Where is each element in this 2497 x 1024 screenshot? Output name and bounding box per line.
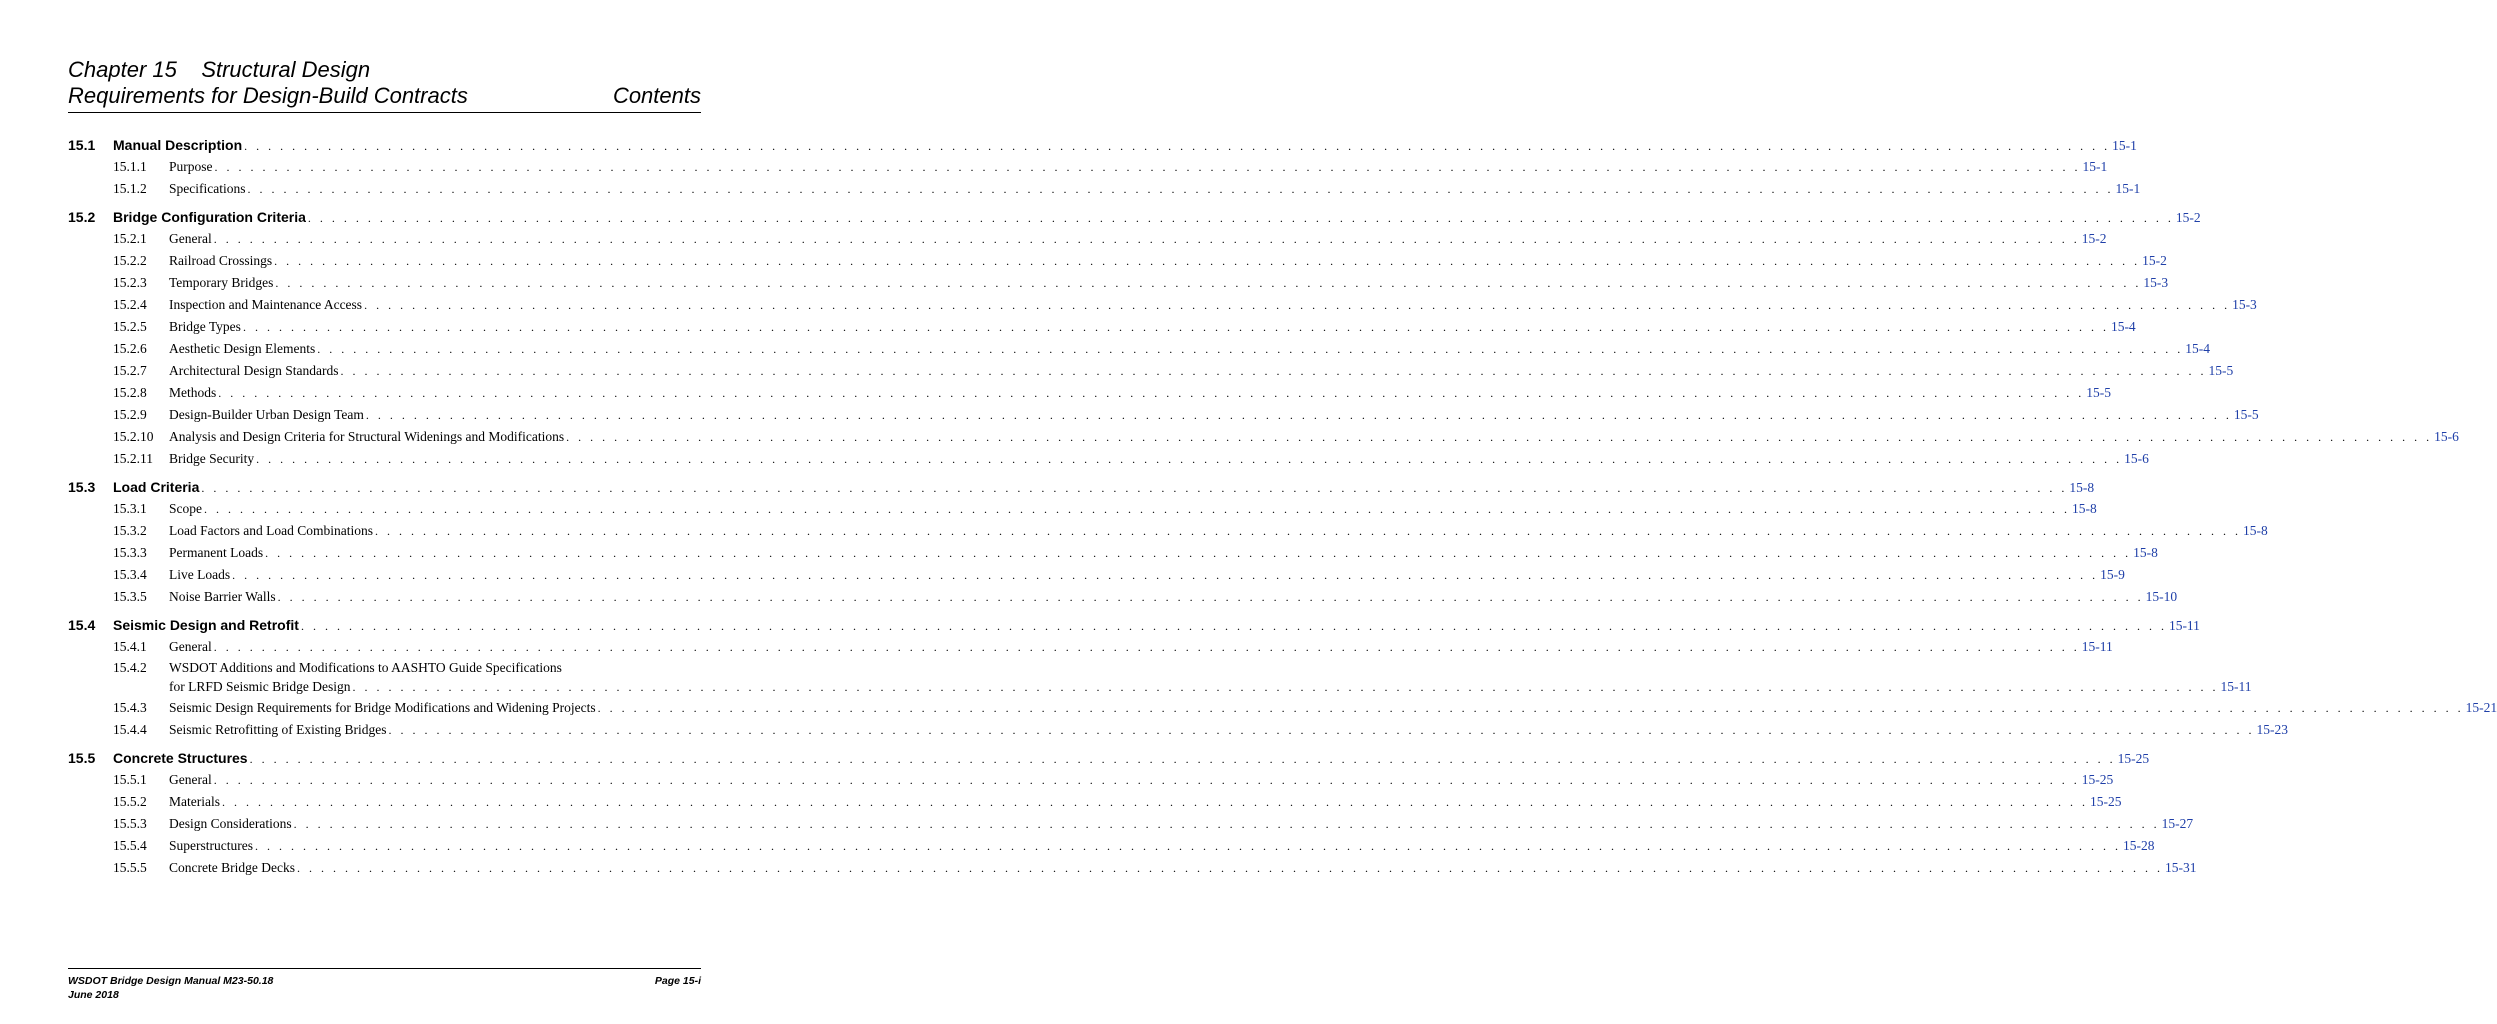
dot-leader [214, 228, 2080, 250]
toc-subsection-entry[interactable] [68, 857, 2197, 879]
toc-section-entry[interactable] [68, 206, 2201, 228]
subsection-title: General [169, 772, 212, 787]
subsection-number: 15.2.6 [113, 341, 147, 356]
dot-leader [232, 564, 2098, 586]
toc-section [68, 134, 2141, 200]
subsection-page-link[interactable]: 15-8 [2133, 545, 2158, 560]
subsection-page-link[interactable]: 15-31 [2164, 860, 2197, 875]
toc-subsection-entry[interactable] [68, 586, 2178, 608]
subsection-title: Railroad Crossings [169, 253, 273, 268]
subsection-title: Aesthetic Design Elements [169, 341, 316, 356]
section-page-link[interactable]: 15-11 [2168, 618, 2200, 633]
toc-subsection-entry[interactable] [68, 404, 2259, 426]
subsection-number: 15.3.5 [113, 589, 147, 604]
dot-leader [278, 586, 2144, 608]
subsection-number: 15.5.5 [113, 860, 147, 875]
subsection-title: General [169, 639, 212, 654]
subsection-number: 15.2.3 [113, 275, 147, 290]
subsection-number: 15.4.1 [113, 639, 147, 654]
subsection-title: Design-Builder Urban Design Team [169, 407, 364, 422]
dot-leader [256, 448, 2122, 470]
subsection-title: Temporary Bridges [169, 275, 274, 290]
section-page-link[interactable]: 15-25 [2117, 751, 2150, 766]
page-footer [68, 974, 701, 1002]
subsection-number: 15.5.3 [113, 816, 147, 831]
toc-subsection-entry[interactable] [68, 338, 2210, 360]
subsection-title: Bridge Security [169, 451, 255, 466]
subsection-title: Materials [169, 794, 220, 809]
subsection-page-link[interactable]: 15-6 [2124, 451, 2149, 466]
subsection-number: 15.4.4 [113, 722, 147, 737]
toc-section-entry[interactable] [68, 134, 2137, 156]
dot-leader [204, 498, 2070, 520]
section-page-link[interactable]: 15-2 [2175, 210, 2201, 225]
subsection-page-link[interactable]: 15-2 [2142, 253, 2167, 268]
toc-subsection-entry[interactable] [68, 542, 2158, 564]
dot-leader [294, 813, 2160, 835]
subsection-title: Noise Barrier Walls [169, 589, 276, 604]
subsection-title: Superstructures [169, 838, 253, 853]
subsection-title: Inspection and Maintenance Access [169, 297, 363, 312]
footer-date: June 2018 [68, 989, 119, 1001]
dot-leader [250, 748, 2116, 770]
subsection-page-link[interactable]: 15-28 [2122, 838, 2155, 853]
toc-subsection-entry[interactable] [68, 498, 2097, 520]
subsection-title: Design Considerations [169, 816, 292, 831]
dot-leader [353, 677, 2219, 697]
toc-section-entry[interactable] [68, 476, 2095, 498]
subsection-number: 15.5.2 [113, 794, 147, 809]
section-number: 15.3 [68, 479, 96, 495]
subsection-number: 15.2.1 [113, 231, 147, 246]
toc-subsection-entry[interactable] [68, 636, 2113, 658]
subsection-page-link[interactable]: 15-8 [2072, 501, 2097, 516]
toc-section-entry[interactable] [68, 747, 2150, 769]
subsection-title: WSDOT Additions and Modifications to AASHTO Guide Specifications [169, 660, 562, 675]
subsection-number: 15.4.2 [113, 660, 147, 675]
subsection-number: 15.2.7 [113, 363, 147, 378]
subsection-number: 15.3.1 [113, 501, 147, 516]
section-page-link[interactable]: 15-1 [2112, 138, 2137, 153]
toc-subsection-entry[interactable] [68, 272, 2169, 294]
toc-section [68, 747, 2197, 879]
toc-section-entry[interactable] [68, 614, 2200, 636]
toc-subsection-entry[interactable] [68, 658, 2252, 697]
subsection-title-continued: for LRFD Seismic Bridge Design [169, 679, 351, 694]
subsection-number: 15.2.9 [113, 407, 147, 422]
section-title: Seismic Design and Retrofit [113, 617, 299, 633]
toc-section [68, 614, 2497, 741]
dot-leader [308, 207, 2174, 229]
subsection-number: 15.3.2 [113, 523, 147, 538]
dot-leader [274, 250, 2140, 272]
toc-subsection-entry[interactable] [68, 813, 2194, 835]
section-title: Load Criteria [113, 479, 200, 495]
subsection-title: General [169, 231, 212, 246]
contents-label: Contents [612, 83, 701, 108]
subsection-number: 15.2.10 [113, 429, 154, 444]
subsection-number: 15.2.2 [113, 253, 147, 268]
subsection-number: 15.2.8 [113, 385, 147, 400]
section-number: 15.2 [68, 209, 96, 225]
dot-leader [255, 835, 2121, 857]
section-title: Manual Description [113, 137, 243, 153]
subsection-page-link[interactable]: 15-11 [2081, 639, 2113, 654]
subsection-number: 15.1.1 [113, 159, 147, 174]
subsection-page-link[interactable]: 15-1 [2082, 159, 2108, 174]
subsection-title: Permanent Loads [169, 545, 264, 560]
subsection-number: 15.5.1 [113, 772, 147, 787]
dot-leader [222, 791, 2088, 813]
table-of-contents [68, 134, 2497, 885]
subsection-number: 15.3.3 [113, 545, 147, 560]
section-number: 15.4 [68, 617, 96, 633]
subsection-page-link[interactable]: 15-6 [2434, 429, 2459, 444]
toc-subsection-entry[interactable] [68, 769, 2114, 791]
footer-divider [68, 968, 701, 969]
subsection-page-link[interactable]: 15-5 [2233, 407, 2259, 422]
section-page-link[interactable]: 15-8 [2069, 480, 2095, 495]
dot-leader [364, 294, 2230, 316]
subsection-page-link[interactable]: 15-25 [2081, 772, 2114, 787]
toc-subsection-entry[interactable] [68, 228, 2107, 250]
section-title: Concrete Structures [113, 750, 248, 766]
dot-leader [247, 178, 2113, 200]
toc-subsection-entry[interactable] [68, 520, 2268, 542]
subsection-number: 15.4.3 [113, 700, 147, 715]
subsection-page-link[interactable]: 15-21 [2465, 700, 2497, 715]
dot-leader [566, 426, 2432, 448]
subsection-page-link[interactable]: 15-27 [2161, 816, 2194, 831]
toc-subsection-entry[interactable] [68, 294, 2257, 316]
toc-subsection-entry[interactable] [68, 316, 2136, 338]
dot-leader [275, 272, 2141, 294]
subsection-title: Seismic Retrofitting of Existing Bridges [169, 722, 387, 737]
subsection-title: Architectural Design Standards [169, 363, 339, 378]
toc-subsection-entry[interactable] [68, 564, 2125, 586]
subsection-title: Analysis and Design Criteria for Structural Widenings and Modifications [169, 429, 565, 444]
subsection-title: Seismic Design Requirements for Bridge Modifications and Widening Projects [169, 700, 596, 715]
dot-leader [215, 156, 2081, 178]
subsection-page-link[interactable]: 15-8 [2242, 523, 2268, 538]
dot-leader [214, 636, 2080, 658]
subsection-number: 15.3.4 [113, 567, 147, 582]
subsection-page-link[interactable]: 15-4 [2185, 341, 2210, 356]
chapter-title-line1 [68, 57, 701, 83]
subsection-page-link[interactable]: 15-5 [2208, 363, 2234, 378]
subsection-page-link[interactable]: 15-11 [2220, 679, 2252, 694]
subsection-number: 15.2.5 [113, 319, 147, 334]
subsection-number: 15.5.4 [113, 838, 147, 853]
subsection-title: Load Factors and Load Combinations [169, 523, 373, 538]
section-number: 15.1 [68, 137, 96, 153]
dot-leader [366, 404, 2232, 426]
toc-section [68, 476, 2268, 608]
dot-leader [317, 338, 2183, 360]
subsection-title: Bridge Types [169, 319, 241, 334]
dot-leader [243, 316, 2109, 338]
subsection-number: 15.2.4 [113, 297, 147, 312]
toc-subsection-entry[interactable] [68, 835, 2155, 857]
dot-leader [214, 769, 2080, 791]
subsection-title: Methods [169, 385, 217, 400]
subsection-title: Specifications [169, 181, 246, 196]
subsection-number: 15.2.11 [113, 451, 153, 466]
dot-leader [340, 360, 2206, 382]
dot-leader [244, 135, 2110, 157]
subsection-title: Purpose [169, 159, 213, 174]
subsection-page-link[interactable]: 15-9 [2100, 567, 2125, 582]
subsection-title-block [169, 658, 2252, 697]
subsection-title: Live Loads [169, 567, 231, 582]
dot-leader [265, 542, 2131, 564]
section-number: 15.5 [68, 750, 96, 766]
toc-subsection-entry[interactable] [68, 360, 2234, 382]
toc-subsection-entry[interactable] [68, 156, 2108, 178]
toc-subsection-entry[interactable] [68, 426, 2459, 448]
subsection-title: Concrete Bridge Decks [169, 860, 295, 875]
subsection-page-link[interactable]: 15-2 [2081, 231, 2107, 246]
toc-subsection-entry[interactable] [68, 791, 2122, 813]
subsection-page-link[interactable]: 15-3 [2232, 297, 2257, 312]
toc-subsection-entry[interactable] [68, 382, 2111, 404]
chapter-number: Chapter 15 [68, 57, 177, 82]
footer-page-number: Page 15-i [654, 975, 701, 987]
section-title: Bridge Configuration Criteria [113, 209, 306, 225]
toc-subsection-entry[interactable] [68, 250, 2167, 272]
chapter-title-line2 [68, 83, 701, 109]
subsection-title-continued-line [169, 677, 2252, 697]
subsection-page-link[interactable]: 15-5 [2086, 385, 2111, 400]
dot-leader [201, 477, 2067, 499]
toc-subsection-entry[interactable] [68, 719, 2288, 741]
subsection-page-link[interactable]: 15-25 [2089, 794, 2122, 809]
dot-leader [598, 697, 2464, 719]
toc-subsection-entry[interactable] [68, 697, 2497, 719]
chapter-title-part2: Requirements for Design-Build Contracts [68, 83, 468, 108]
dot-leader [297, 857, 2163, 879]
subsection-page-link[interactable]: 15-3 [2143, 275, 2169, 290]
dot-leader [301, 615, 2167, 637]
toc-subsection-entry[interactable] [68, 448, 2149, 470]
dot-leader [218, 382, 2084, 404]
subsection-title: Scope [169, 501, 202, 516]
subsection-page-link[interactable]: 15-1 [2115, 181, 2141, 196]
dot-leader [375, 520, 2241, 542]
subsection-page-link[interactable]: 15-10 [2145, 589, 2178, 604]
dot-leader [388, 719, 2254, 741]
subsection-page-link[interactable]: 15-4 [2110, 319, 2136, 334]
header-divider [68, 112, 701, 113]
footer-manual-id: WSDOT Bridge Design Manual M23-50.18 [68, 975, 274, 987]
chapter-title-part1: Structural Design [201, 57, 371, 82]
toc-section [68, 206, 2459, 470]
subsection-number: 15.1.2 [113, 181, 147, 196]
chapter-header [68, 57, 701, 109]
toc-subsection-entry[interactable] [68, 178, 2141, 200]
subsection-page-link[interactable]: 15-23 [2256, 722, 2288, 737]
